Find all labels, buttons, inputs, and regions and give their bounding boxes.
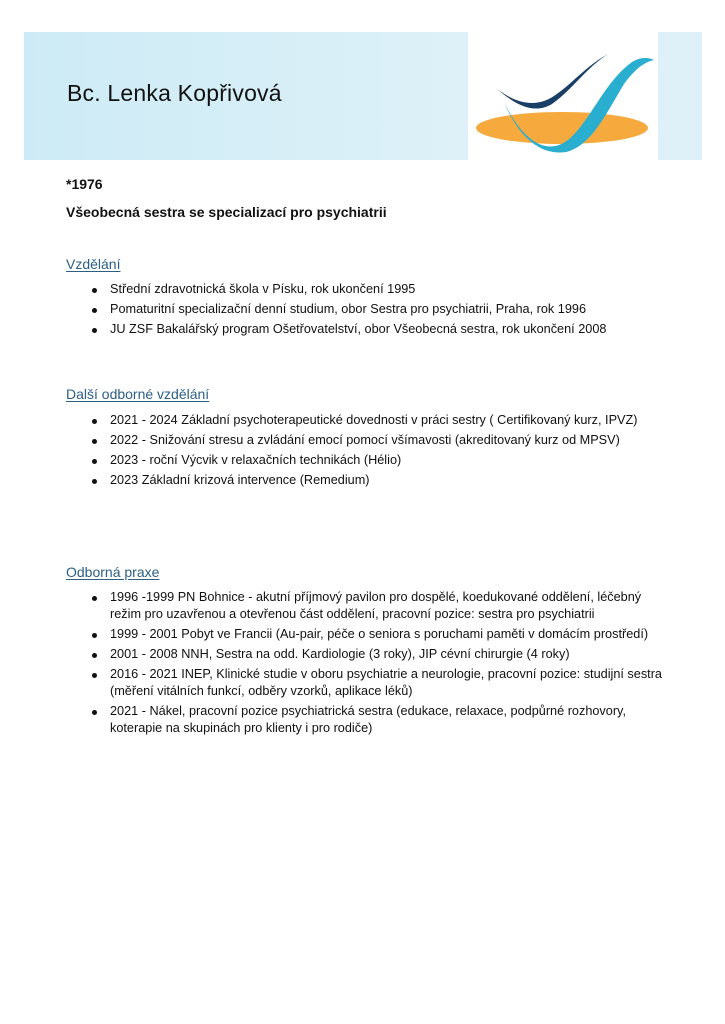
list-item: 2021 - Nákel, pracovní pozice psychiatrická sestra (edukace, relaxace, podpůrné rozhovory, koterapie na skupinách pro klienty i pro rodiče) bbox=[92, 703, 672, 737]
list-item: 1996 -1999 PN Bohnice - akutní příjmový pavilon pro dospělé, koedukované oddělení, léčebný režim pro uzavřenou a otevřenou část oddělení, pracovní pozice: sestra pro psychiatrii bbox=[92, 589, 672, 623]
list-item: 2023 Základní krizová intervence (Remedium) bbox=[92, 472, 672, 489]
logo-dark-wave bbox=[496, 54, 608, 109]
practice-heading: Odborná praxe bbox=[66, 564, 160, 580]
education-heading: Vzdělání bbox=[66, 256, 121, 272]
header-side-strip bbox=[658, 32, 702, 160]
wave-logo-icon bbox=[474, 40, 654, 158]
further-education-heading: Další odborné vzdělání bbox=[66, 386, 210, 402]
list-item: 2001 - 2008 NNH, Sestra na odd. Kardiologie (3 roky), JIP cévní chirurgie (4 roky) bbox=[92, 646, 672, 663]
list-item: JU ZSF Bakalářský program Ošetřovatelství, obor Všeobecná sestra, rok ukončení 2008 bbox=[92, 321, 672, 338]
person-name: Bc. Lenka Kopřivová bbox=[67, 80, 282, 106]
list-item: Střední zdravotnická škola v Písku, rok ukončení 1995 bbox=[92, 281, 672, 298]
list-item: 2023 - roční Výcvik v relaxačních technikách (Hélio) bbox=[92, 452, 672, 469]
logo-orange-ellipse bbox=[476, 112, 648, 144]
education-list bbox=[92, 281, 672, 341]
list-item: 2016 - 2021 INEP, Klinické studie v oboru psychiatrie a neurologie, pracovní pozice: studijní sestra (měření vitálních funkcí, odběry vzorků, aplikace léků) bbox=[92, 666, 672, 700]
list-item: 2021 - 2024 Základní psychoterapeutické dovednosti v práci sestry ( Certifikovaný kurz, IPVZ) bbox=[92, 412, 672, 429]
further-education-list bbox=[92, 412, 672, 492]
practice-list bbox=[92, 589, 672, 740]
list-item: Pomaturitní specializační denní studium, obor Sestra pro psychiatrii, Praha, rok 1996 bbox=[92, 301, 672, 318]
list-item: 2022 - Snižování stresu a zvládání emocí pomocí všímavosti (akreditovaný kurz od MPSV) bbox=[92, 432, 672, 449]
profession-title: Všeobecná sestra se specializací pro psychiatrii bbox=[66, 204, 387, 220]
birth-year: *1976 bbox=[66, 176, 103, 192]
list-item: 1999 - 2001 Pobyt ve Francii (Au-pair, péče o seniora s poruchami paměti v domácím prostředí) bbox=[92, 626, 672, 643]
